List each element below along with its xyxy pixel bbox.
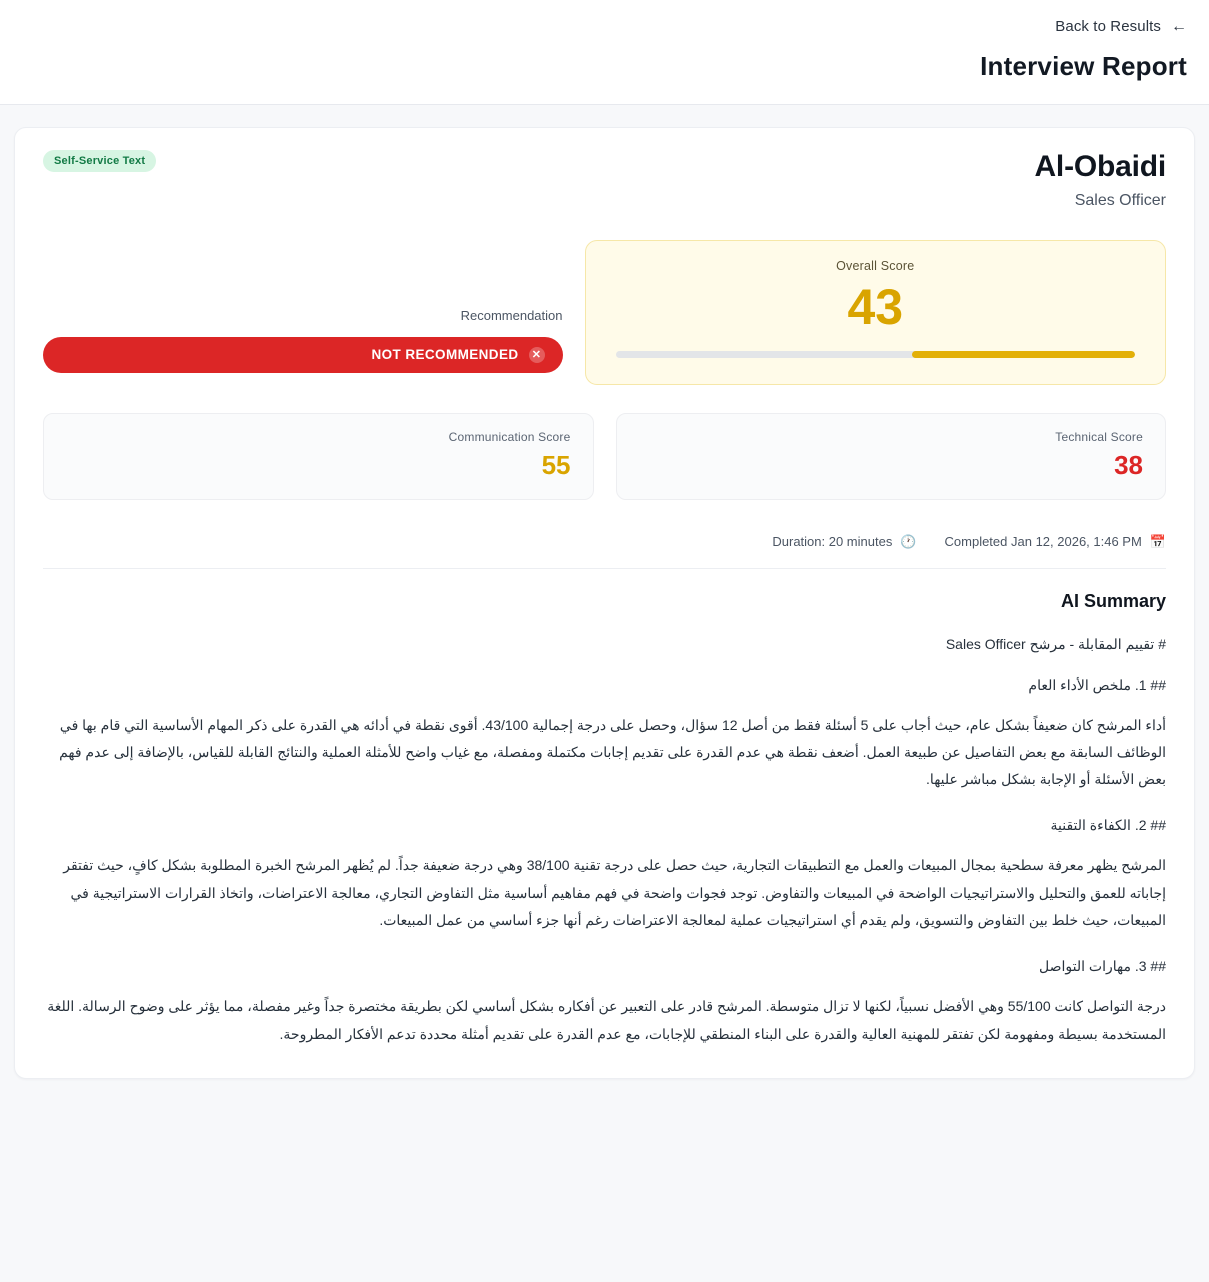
overall-score-bar (616, 351, 1136, 358)
overall-score-value: 43 (847, 279, 904, 335)
report-head (43, 150, 1166, 210)
summary-section1-heading: ## 1. ملخص الأداء العام (1028, 676, 1166, 693)
summary-section3-body: درجة التواصل كانت 55/100 وهي الأفضل نسبياً، لكنها لا تزال متوسطة. المرشح قادر على التعبير عن أفكاره بشكل أساسي لكن بطريقة مختصرة جداً وغير مفصلة، مما يؤثر على وضوح الرسالة. اللغة المستخدمة بسيطة ومفهومة لكن تفتقر للمهنية العالية والقدرة على البناء المنطقي للإجابات، مع عدم القدرة على تقديم أمثلة محددة تدعم الأفكار المطروحة. (47, 998, 1166, 1042)
overall-score-box (585, 240, 1167, 385)
recommendation-label: Recommendation (460, 307, 563, 323)
page-title: Interview Report (980, 51, 1187, 81)
summary-section2-heading: ## 2. الكفاءة التقنية (1050, 817, 1166, 834)
completed-text: Completed Jan 12, 2026, 1:46 PM (944, 534, 1142, 549)
completed-meta (945, 534, 1166, 550)
recommendation-block (43, 240, 563, 385)
overall-score-bar-fill (912, 351, 1135, 358)
ai-summary-title: AI Summary (1060, 590, 1166, 611)
technical-score-label: Technical Score (1055, 429, 1143, 444)
calendar-icon: 📅 (1149, 533, 1166, 549)
summary-section2-body: المرشح يظهر معرفة سطحية بمجال المبيعات والعمل مع التطبيقات التجارية، حيث حصل على درجة تقنية 38/100 وهي درجة ضعيفة جداً. لم يُظهر المرشح الخبرة المطلوبة بشكل كافٍ، حيث تفتقر إجاباته للعمق والتحليل والاستراتيجيات الواضحة في المبيعات والتفاوض. توجد فجوات واضحة في فهم مفاهيم أساسية مثل التفاوض التجاري، معالجة الاعتراضات، واتخاذ القرارات الاستراتيجية في المبيعات، حيث خلط بين التفاوض والتسويق، ولم يقدم أي استراتيجيات عملية لمعالجة الاعتراضات رغم أنها جزء أساسي من عمل المبيعات. (63, 857, 1166, 928)
page-header (0, 0, 1209, 105)
score-row (43, 240, 1166, 385)
candidate-block (1034, 150, 1166, 210)
x-circle-icon: ✕ (529, 347, 545, 363)
back-to-results-link[interactable] (22, 18, 1187, 35)
arrow-left-icon: ← (1171, 17, 1187, 35)
overall-score-label: Overall Score (836, 259, 915, 273)
meta-row (43, 534, 1166, 569)
sub-scores-row (43, 413, 1166, 500)
back-to-results-label: Back to Results (1055, 18, 1161, 35)
interview-report-card (14, 127, 1195, 1079)
duration-meta (772, 534, 916, 550)
status-badge: Self-Service Text (43, 150, 156, 172)
recommendation-value: NOT RECOMMENDED (371, 347, 519, 362)
summary-main-heading: # تقييم المقابلة - مرشح Sales Officer (945, 635, 1166, 652)
candidate-role: Sales Officer (1074, 192, 1166, 209)
summary-section1-body: أداء المرشح كان ضعيفاً بشكل عام، حيث أجاب على 5 أسئلة فقط من أصل 12 سؤال، وحصل على درجة إجمالية 43/100. أقوى نقطة في أدائه هي القدرة على ذكر المهام الأساسية التي قام بها في الوظائف السابقة مع بعض التفاصيل عن طبيعة العمل. أضعف نقطة هي عدم القدرة على تقديم إجابات مكتملة ومفصلة، مع غياب واضح للأمثلة العملية والنتائج القابلة للقياس، بالإضافة إلى عدم فهم بعض الأسئلة أو الإجابة بشكل مباشر عليها. (59, 716, 1166, 788)
communication-score-value: 55 (541, 449, 571, 480)
summary-section3-heading: ## 3. مهارات التواصل (1039, 958, 1166, 975)
technical-score-box (616, 413, 1167, 500)
clock-icon: 🕐 (900, 533, 917, 549)
communication-score-box (43, 413, 594, 500)
communication-score-label: Communication Score (448, 429, 571, 444)
candidate-name: Al-Obaidi (1034, 150, 1166, 183)
technical-score-value: 38 (1114, 449, 1143, 480)
duration-text: Duration: 20 minutes (772, 534, 893, 549)
recommendation-badge (43, 337, 563, 373)
